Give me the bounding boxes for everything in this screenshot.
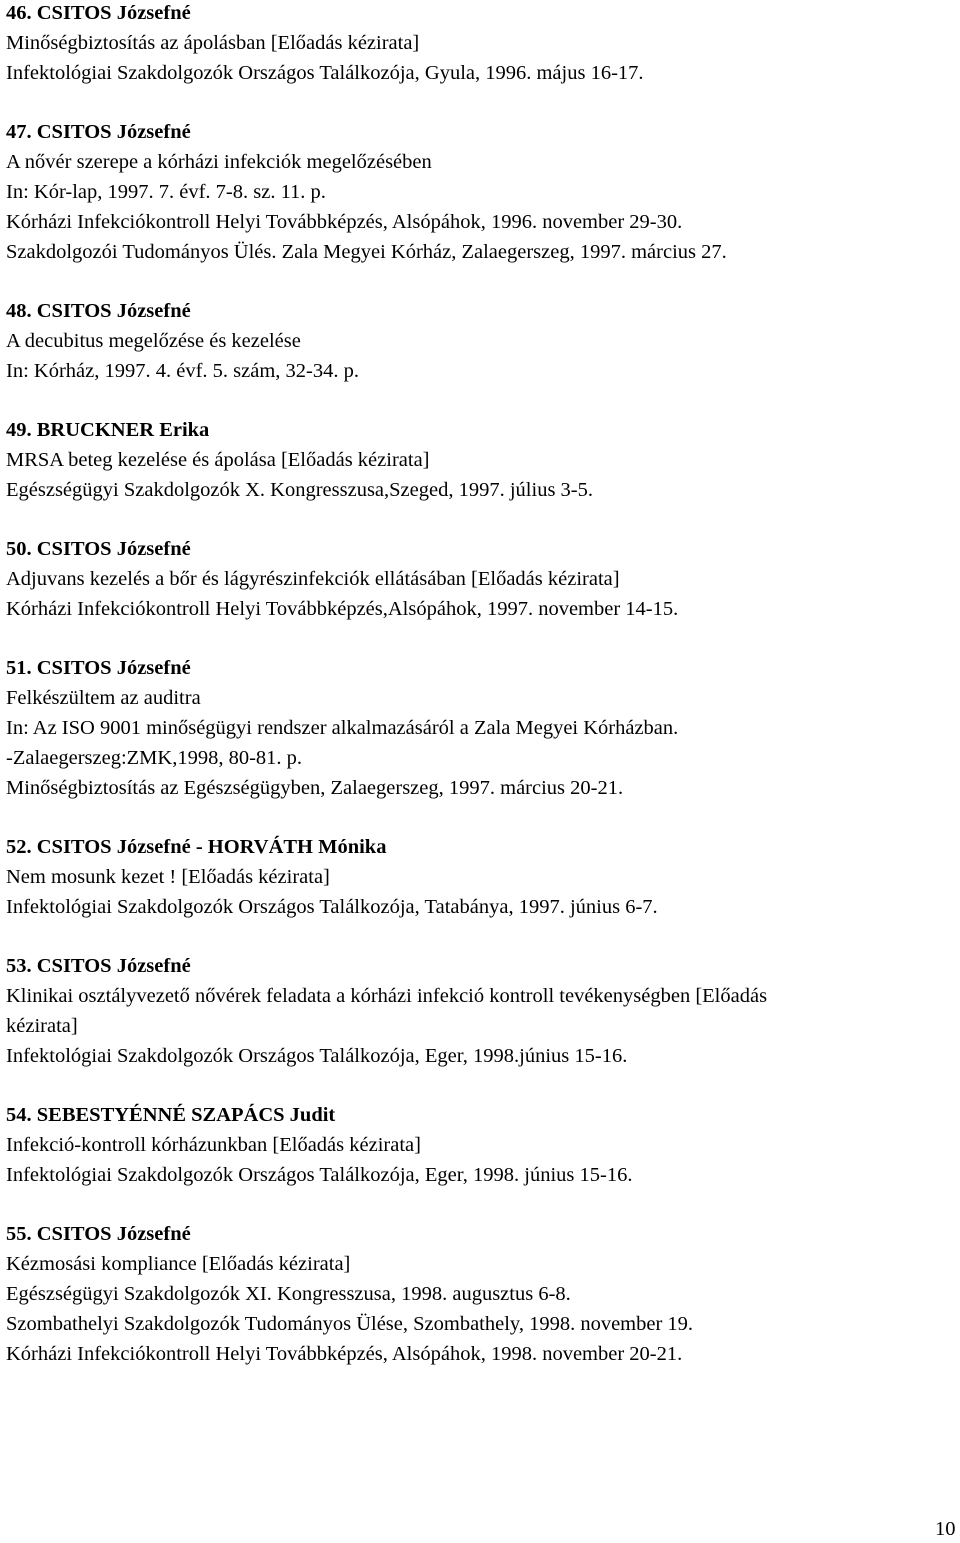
entry-line: A decubitus megelőzése és kezelése — [6, 330, 301, 352]
bibliography-entry-48 — [6, 296, 956, 386]
entry-line: Kórházi Infekciókontroll Helyi Továbbképzés,Alsópáhok, 1997. november 14-15. — [6, 598, 679, 620]
entry-line: In: Az ISO 9001 minőségügyi rendszer alkalmazásáról a Zala Megyei Kórházban. — [6, 717, 679, 739]
entry-heading: 54. SEBESTYÉNNÉ SZAPÁCS Judit — [6, 1104, 336, 1126]
entry-line: Infektológiai Szakdolgozók Országos Találkozója, Gyula, 1996. május 16-17. — [6, 62, 644, 84]
bibliography-entry-52 — [6, 832, 956, 922]
entry-line: Infektológiai Szakdolgozók Országos Találkozója, Eger, 1998. június 15-16. — [6, 1164, 633, 1186]
entry-heading: 49. BRUCKNER Erika — [6, 419, 210, 441]
entry-line: Minőségbiztosítás az ápolásban [Előadás kézirata] — [6, 32, 420, 54]
entry-line: Klinikai osztályvezető nővérek feladata a kórházi infekció kontroll tevékenységben [Előadás — [6, 985, 768, 1007]
entry-line: In: Kórház, 1997. 4. évf. 5. szám, 32-34. p. — [6, 360, 359, 382]
entry-line: Infektológiai Szakdolgozók Országos Találkozója, Tatabánya, 1997. június 6-7. — [6, 896, 658, 918]
entry-line: Szombathelyi Szakdolgozók Tudományos Ülése, Szombathely, 1998. november 19. — [6, 1313, 694, 1335]
bibliography-entry-53 — [6, 951, 956, 1071]
entry-line: Felkészültem az auditra — [6, 687, 201, 709]
entry-heading: 53. CSITOS Józsefné — [6, 955, 191, 977]
entry-line: Infekció-kontroll kórházunkban [Előadás kézirata] — [6, 1134, 421, 1156]
entry-line: Kórházi Infekciókontroll Helyi Továbbképzés, Alsópáhok, 1998. november 20-21. — [6, 1343, 683, 1365]
bibliography-entry-46 — [6, 0, 956, 88]
entry-line: Adjuvans kezelés a bőr és lágyrészinfekciók ellátásában [Előadás kézirata] — [6, 568, 620, 590]
entry-line: A nővér szerepe a kórházi infekciók megelőzésében — [6, 151, 432, 173]
bibliography-entry-55 — [6, 1219, 956, 1369]
entry-line: Infektológiai Szakdolgozók Országos Találkozója, Eger, 1998.június 15-16. — [6, 1045, 628, 1067]
entry-line: Kézmosási kompliance [Előadás kézirata] — [6, 1253, 351, 1275]
entry-line: Egészségügyi Szakdolgozók X. Kongresszusa,Szeged, 1997. július 3-5. — [6, 479, 593, 501]
bibliography-entry-47 — [6, 117, 956, 267]
entry-line: Nem mosunk kezet ! [Előadás kézirata] — [6, 866, 330, 888]
entry-line: MRSA beteg kezelése és ápolása [Előadás kézirata] — [6, 449, 430, 471]
bibliography-entry-50 — [6, 534, 956, 624]
entry-heading: 55. CSITOS Józsefné — [6, 1223, 191, 1245]
page-number: 10 — [935, 1518, 956, 1540]
entry-line: Szakdolgozói Tudományos Ülés. Zala Megyei Kórház, Zalaegerszeg, 1997. március 27. — [6, 241, 727, 263]
entry-line: Minőségbiztosítás az Egészségügyben, Zalaegerszeg, 1997. március 20-21. — [6, 777, 624, 799]
entry-heading: 46. CSITOS Józsefné — [6, 2, 191, 24]
entry-heading: 50. CSITOS Józsefné — [6, 538, 191, 560]
entry-heading: 47. CSITOS Józsefné — [6, 121, 191, 143]
entry-heading: 52. CSITOS Józsefné - HORVÁTH Mónika — [6, 836, 387, 858]
entry-line: In: Kór-lap, 1997. 7. évf. 7-8. sz. 11. p. — [6, 181, 326, 203]
entry-line: Kórházi Infekciókontroll Helyi Továbbképzés, Alsópáhok, 1996. november 29-30. — [6, 211, 683, 233]
entry-heading: 51. CSITOS Józsefné — [6, 657, 191, 679]
entry-line: Egészségügyi Szakdolgozók XI. Kongresszusa, 1998. augusztus 6-8. — [6, 1283, 571, 1305]
entry-line: kézirata] — [6, 1015, 78, 1037]
entry-line: -Zalaegerszeg:ZMK,1998, 80-81. p. — [6, 747, 303, 769]
document-page — [6, 0, 956, 1398]
bibliography-entry-51 — [6, 653, 956, 803]
bibliography-entry-54 — [6, 1100, 956, 1190]
bibliography-entry-49 — [6, 415, 956, 505]
entry-heading: 48. CSITOS Józsefné — [6, 300, 191, 322]
